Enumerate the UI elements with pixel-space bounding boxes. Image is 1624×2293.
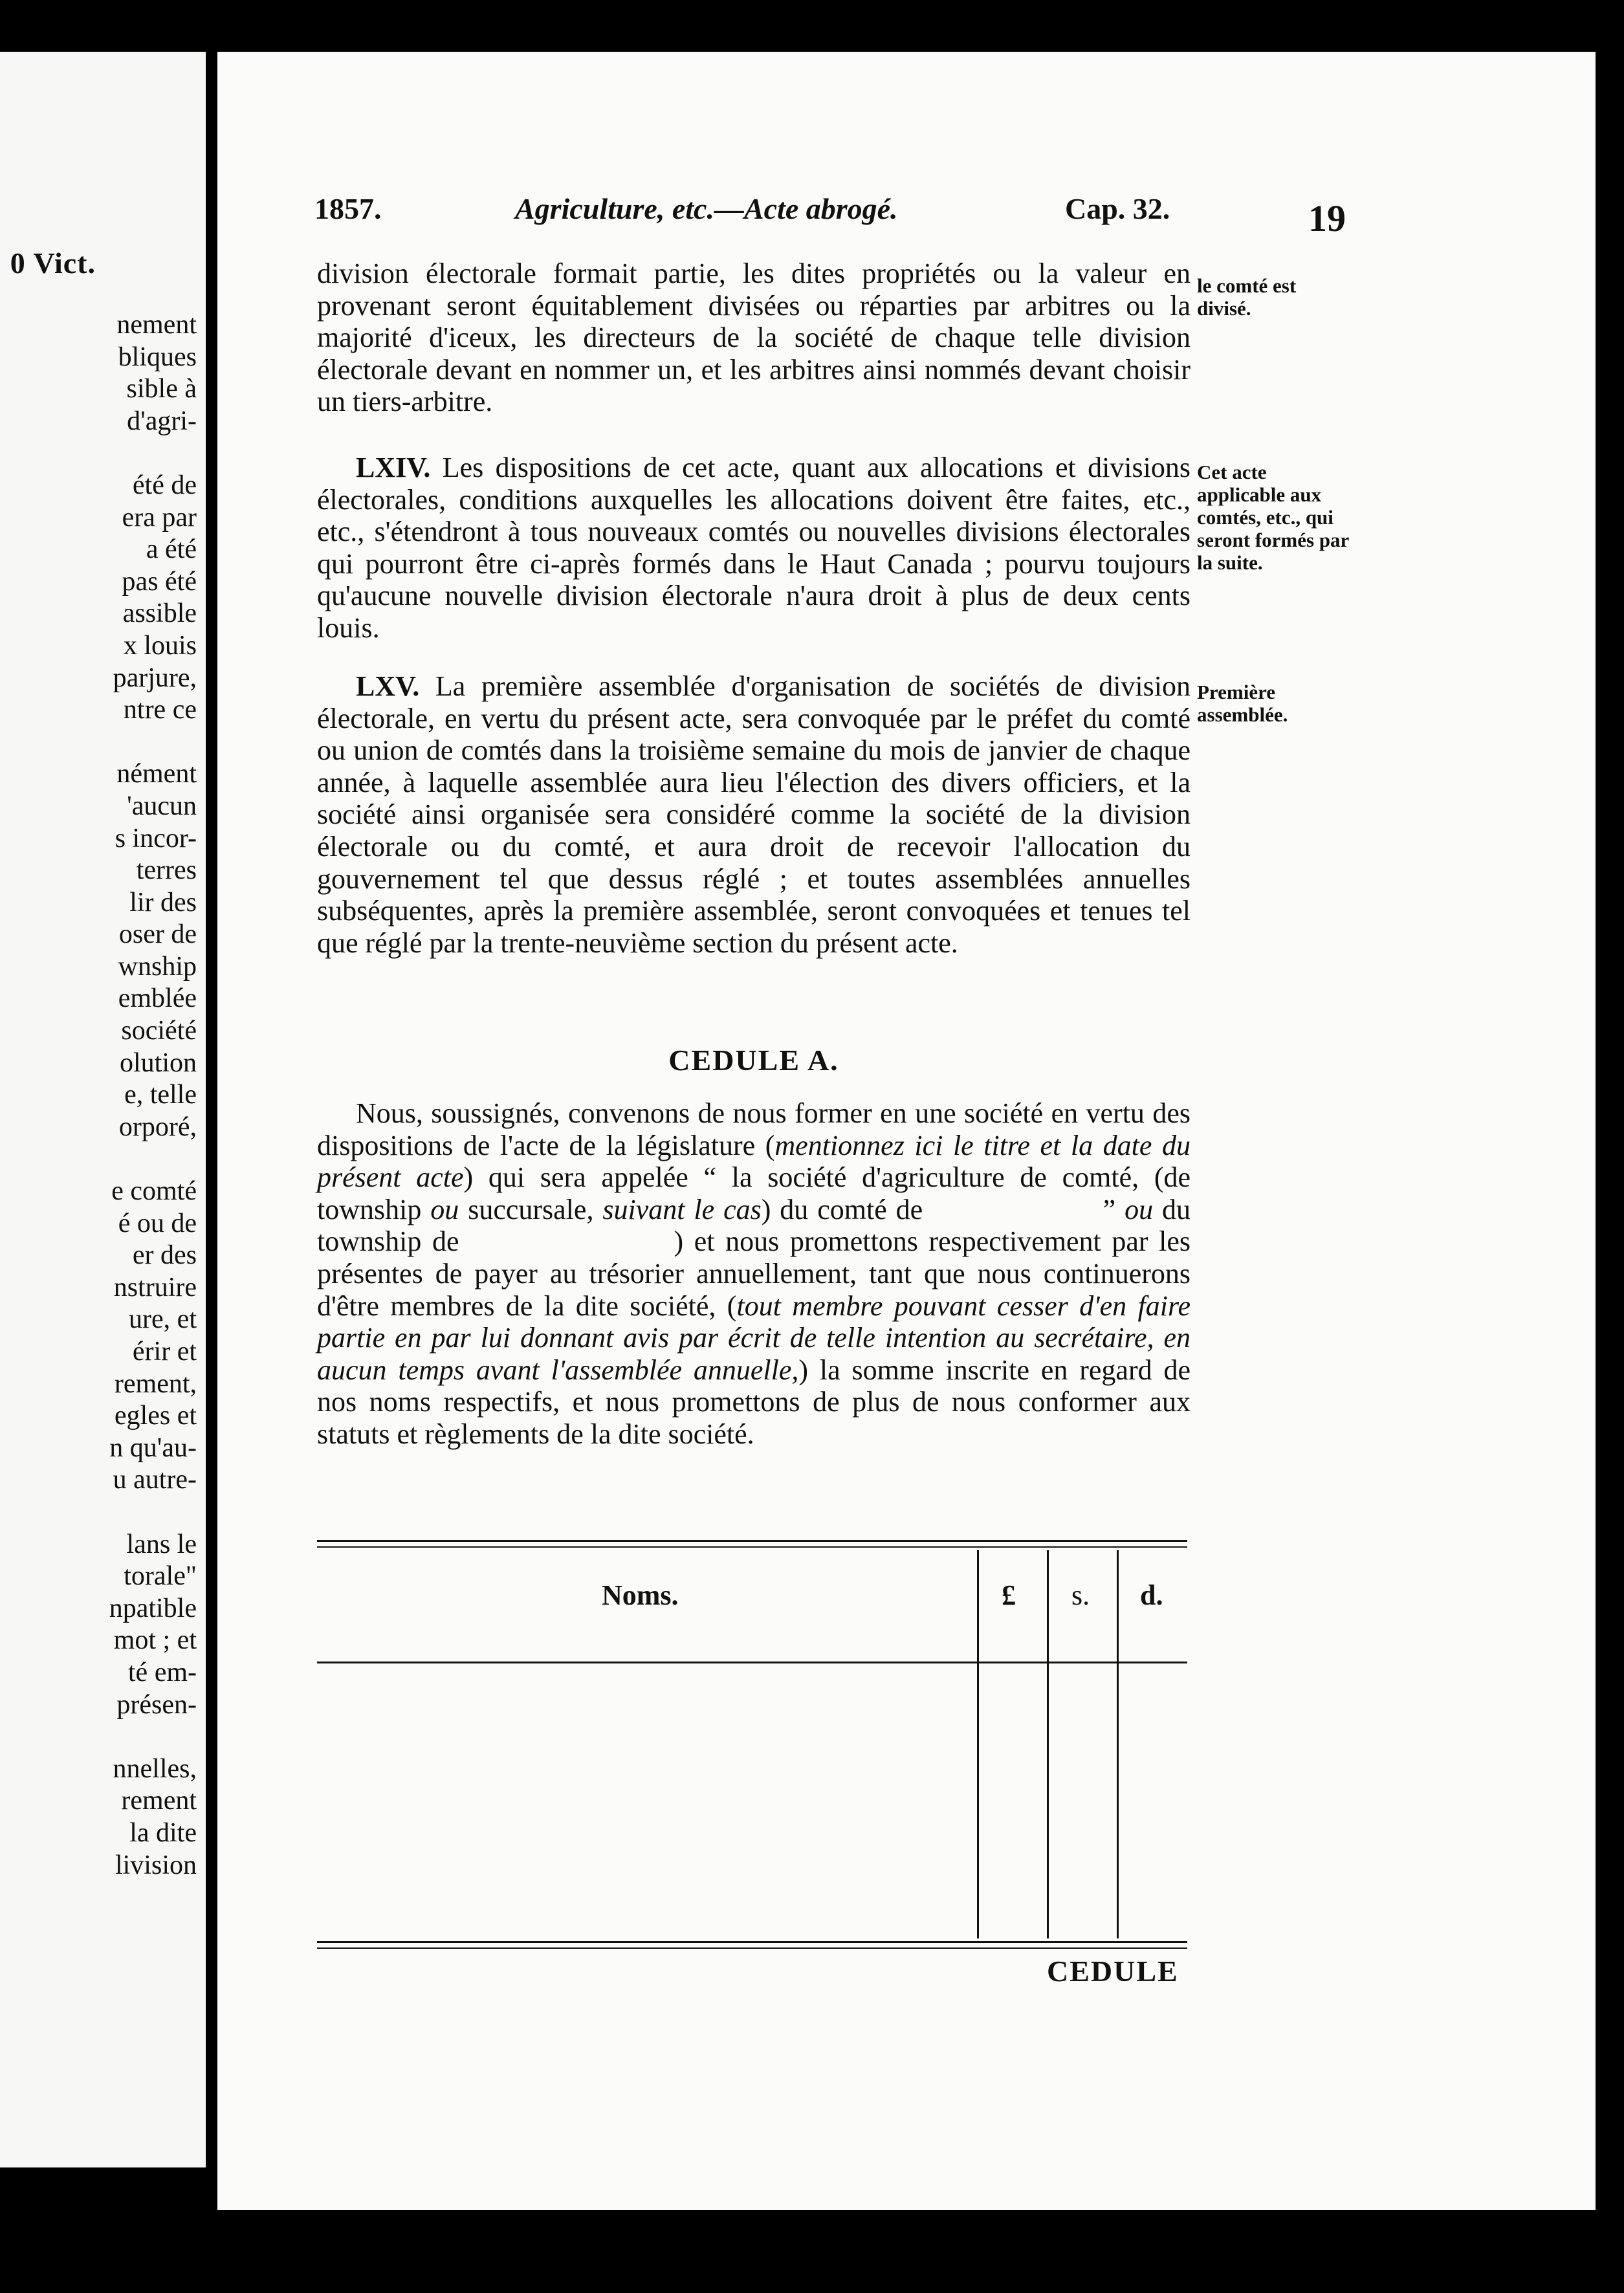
left-page-line: lans le xyxy=(126,1529,197,1559)
italic-run: tout membre pouvant cesser d'en faire partie en par lui donnant avis par écrit de telle intention au secrétaire, en aucun temps avant l'assemblée annuelle, xyxy=(317,1289,1191,1386)
left-page-line: rement, xyxy=(114,1368,197,1399)
left-page-line: ntre ce xyxy=(123,695,197,725)
left-page-line: té em- xyxy=(127,1657,197,1687)
running-header xyxy=(314,192,1350,237)
column-header-pence: d. xyxy=(1140,1579,1163,1611)
catchword: CEDULE xyxy=(1047,1955,1179,1988)
text-run: ) du comté de ” xyxy=(761,1193,1125,1225)
left-page-line: mot ; et xyxy=(113,1625,197,1656)
left-page-line: terres xyxy=(136,855,197,886)
text-run: ) la somme inscrite en regard de nos noms respectifs, et nous promettons de plus de nous conformer aux statuts et règlements de la dite société. xyxy=(317,1354,1191,1450)
margin-note-divided: le comté est divisé. xyxy=(1197,274,1297,320)
schedule-a-title: CEDULE A. xyxy=(668,1044,839,1077)
page-number: 19 xyxy=(1308,197,1346,239)
paragraph-text: division électorale formait partie, les dites propriétés ou la valeur en provenant seront équitablement divisées ou réparties par arbitres ou la majorité d'iceux, les directeurs de la société de chaque telle division électorale devant en nommer un, et les arbitres ainsi nommés devant choisir un tiers-arbitre. xyxy=(317,258,1191,418)
left-page-line: u autre- xyxy=(113,1465,197,1495)
header-underline xyxy=(317,1662,1187,1663)
paragraph-continuation xyxy=(317,258,1191,418)
left-page-line: bliques xyxy=(118,342,197,372)
left-page-running-header: 0 Vict. xyxy=(10,247,96,280)
left-page-line: livision xyxy=(115,1850,197,1880)
left-page-line: érir et xyxy=(132,1337,197,1366)
left-page-line: emblée xyxy=(118,983,197,1014)
left-page-line: nstruire xyxy=(113,1272,197,1302)
text-run: du township de ) et nous promettons respectivement par les présentes de payer au trésorier annuellement, tant que nous continuerons d'être membres de la dite société, ( xyxy=(317,1193,1198,1322)
left-page-text-fragments xyxy=(3,309,197,1882)
left-page-line: 'aucun xyxy=(127,791,197,821)
left-page-line: é ou de xyxy=(118,1208,197,1238)
table-top-rule xyxy=(317,1540,1187,1542)
left-page-line: npatible xyxy=(109,1593,197,1623)
left-page-line: s incor- xyxy=(115,823,197,853)
left-page-line: wnship xyxy=(118,951,197,982)
left-page-line: er des xyxy=(132,1240,197,1271)
left-page-line xyxy=(3,1721,197,1753)
column-header-names: Noms. xyxy=(602,1579,679,1611)
italic-run: ou xyxy=(1125,1193,1154,1225)
left-page-line xyxy=(3,1497,197,1529)
left-page-line: egles et xyxy=(114,1401,197,1431)
column-divider xyxy=(977,1550,979,1938)
text-run: Nous, soussignés, convenons de nous former en une société en vertu des dispositions de l'acte de la législature ( xyxy=(317,1097,1191,1161)
margin-note-applicable: Cet acte applicable aux comtés, etc., qui seront formés par la suite. xyxy=(1197,461,1349,574)
column-header-shillings: s. xyxy=(1071,1579,1090,1611)
column-divider xyxy=(1117,1550,1119,1938)
left-page-line xyxy=(3,727,197,759)
table-bottom-rule xyxy=(317,1941,1187,1943)
header-chapter: Cap. 32. xyxy=(1065,192,1170,225)
left-page-line: n qu'au- xyxy=(109,1432,197,1463)
left-page-line xyxy=(3,437,197,470)
schedule-a-text xyxy=(317,1097,1198,1451)
left-page-line: e, telle xyxy=(124,1080,197,1110)
left-page-line: x louis xyxy=(123,630,197,661)
italic-run: mentionnez ici le titre et la date du présent acte xyxy=(317,1129,1191,1194)
page-gutter xyxy=(206,0,217,2293)
left-page-line: la dite xyxy=(129,1817,197,1848)
subscription-table xyxy=(317,1540,1187,1954)
column-divider xyxy=(1047,1550,1049,1938)
section-lxiv xyxy=(317,452,1191,644)
section-number: LXIV. xyxy=(356,452,431,483)
section-number: LXV. xyxy=(356,670,420,702)
left-facing-page xyxy=(0,52,206,2167)
header-year: 1857. xyxy=(314,192,382,225)
left-page-line: nément xyxy=(116,759,197,789)
left-page-line: été de xyxy=(132,470,197,500)
header-title: Agriculture, etc.—Acte abrogé. xyxy=(515,192,898,225)
table-bottom-rule-inner xyxy=(317,1947,1187,1949)
left-page-line: présen- xyxy=(116,1689,197,1720)
left-page-line xyxy=(3,1143,197,1176)
left-page-line: era par xyxy=(122,502,197,532)
section-lxv xyxy=(317,670,1191,959)
left-page-line: assible xyxy=(122,598,197,629)
left-page-line: torale" xyxy=(124,1561,197,1592)
left-page-line: nement xyxy=(116,310,197,340)
left-page-line: e comté xyxy=(111,1176,197,1207)
left-page-line: a été xyxy=(146,534,197,565)
margin-note-first-assembly: Première assemblée. xyxy=(1197,681,1288,726)
left-page-line: olution xyxy=(119,1048,197,1078)
left-page-line: société xyxy=(121,1016,197,1046)
text-run: succursale, xyxy=(459,1193,603,1225)
left-page-line: nnelles, xyxy=(113,1753,197,1784)
text-run: ) qui sera appelée “ la société d'agriculture de comté, (de township xyxy=(317,1161,1191,1225)
left-page-line: lir des xyxy=(129,887,197,917)
left-page-line: pas été xyxy=(122,566,197,597)
left-page-line: parjure, xyxy=(113,663,197,693)
italic-run: ou xyxy=(430,1193,459,1225)
left-page-line: sible à xyxy=(126,374,197,404)
column-header-pounds: £ xyxy=(1002,1579,1016,1611)
left-page-line: rement xyxy=(121,1786,197,1816)
left-page-line: ure, et xyxy=(129,1304,197,1335)
left-page-line: orporé, xyxy=(118,1112,197,1142)
left-page-line: oser de xyxy=(118,919,197,950)
section-text: La première assemblée d'organisation de sociétés de division électorale, en vertu du présent acte, sera convoquée par le préfet du comté ou union de comtés dans la troisième semaine du mois de janvier de chaque année, à laquelle assemblée aura lieu l'élection des divers officiers, et la société ainsi organisée sera considéré comme la société de la division électorale ou du comté, et aura droit de recevoir l'allocation du gouvernement tel que dessus réglé ; et toutes assemblées annuelles subséquentes, après la première assemblée, seront convoquées et tenues tel que réglé par la trente-neuvième section du présent acte. xyxy=(317,670,1191,959)
section-text: Les dispositions de cet acte, quant aux allocations et divisions électorales, conditions auxquelles les allocations doivent être faites, etc., etc., s'étendront à tous nouveaux comtés ou nouvelles divisions électorales qui pourront être ci-après formés dans le Haut Canada ; pourvu toujours qu'aucune nouvelle division électorale n'aura droit à plus de deux cents louis. xyxy=(317,452,1191,644)
table-top-rule-inner xyxy=(317,1546,1187,1548)
left-page-line: d'agri- xyxy=(127,406,197,436)
italic-run: suivant le cas xyxy=(602,1193,762,1225)
